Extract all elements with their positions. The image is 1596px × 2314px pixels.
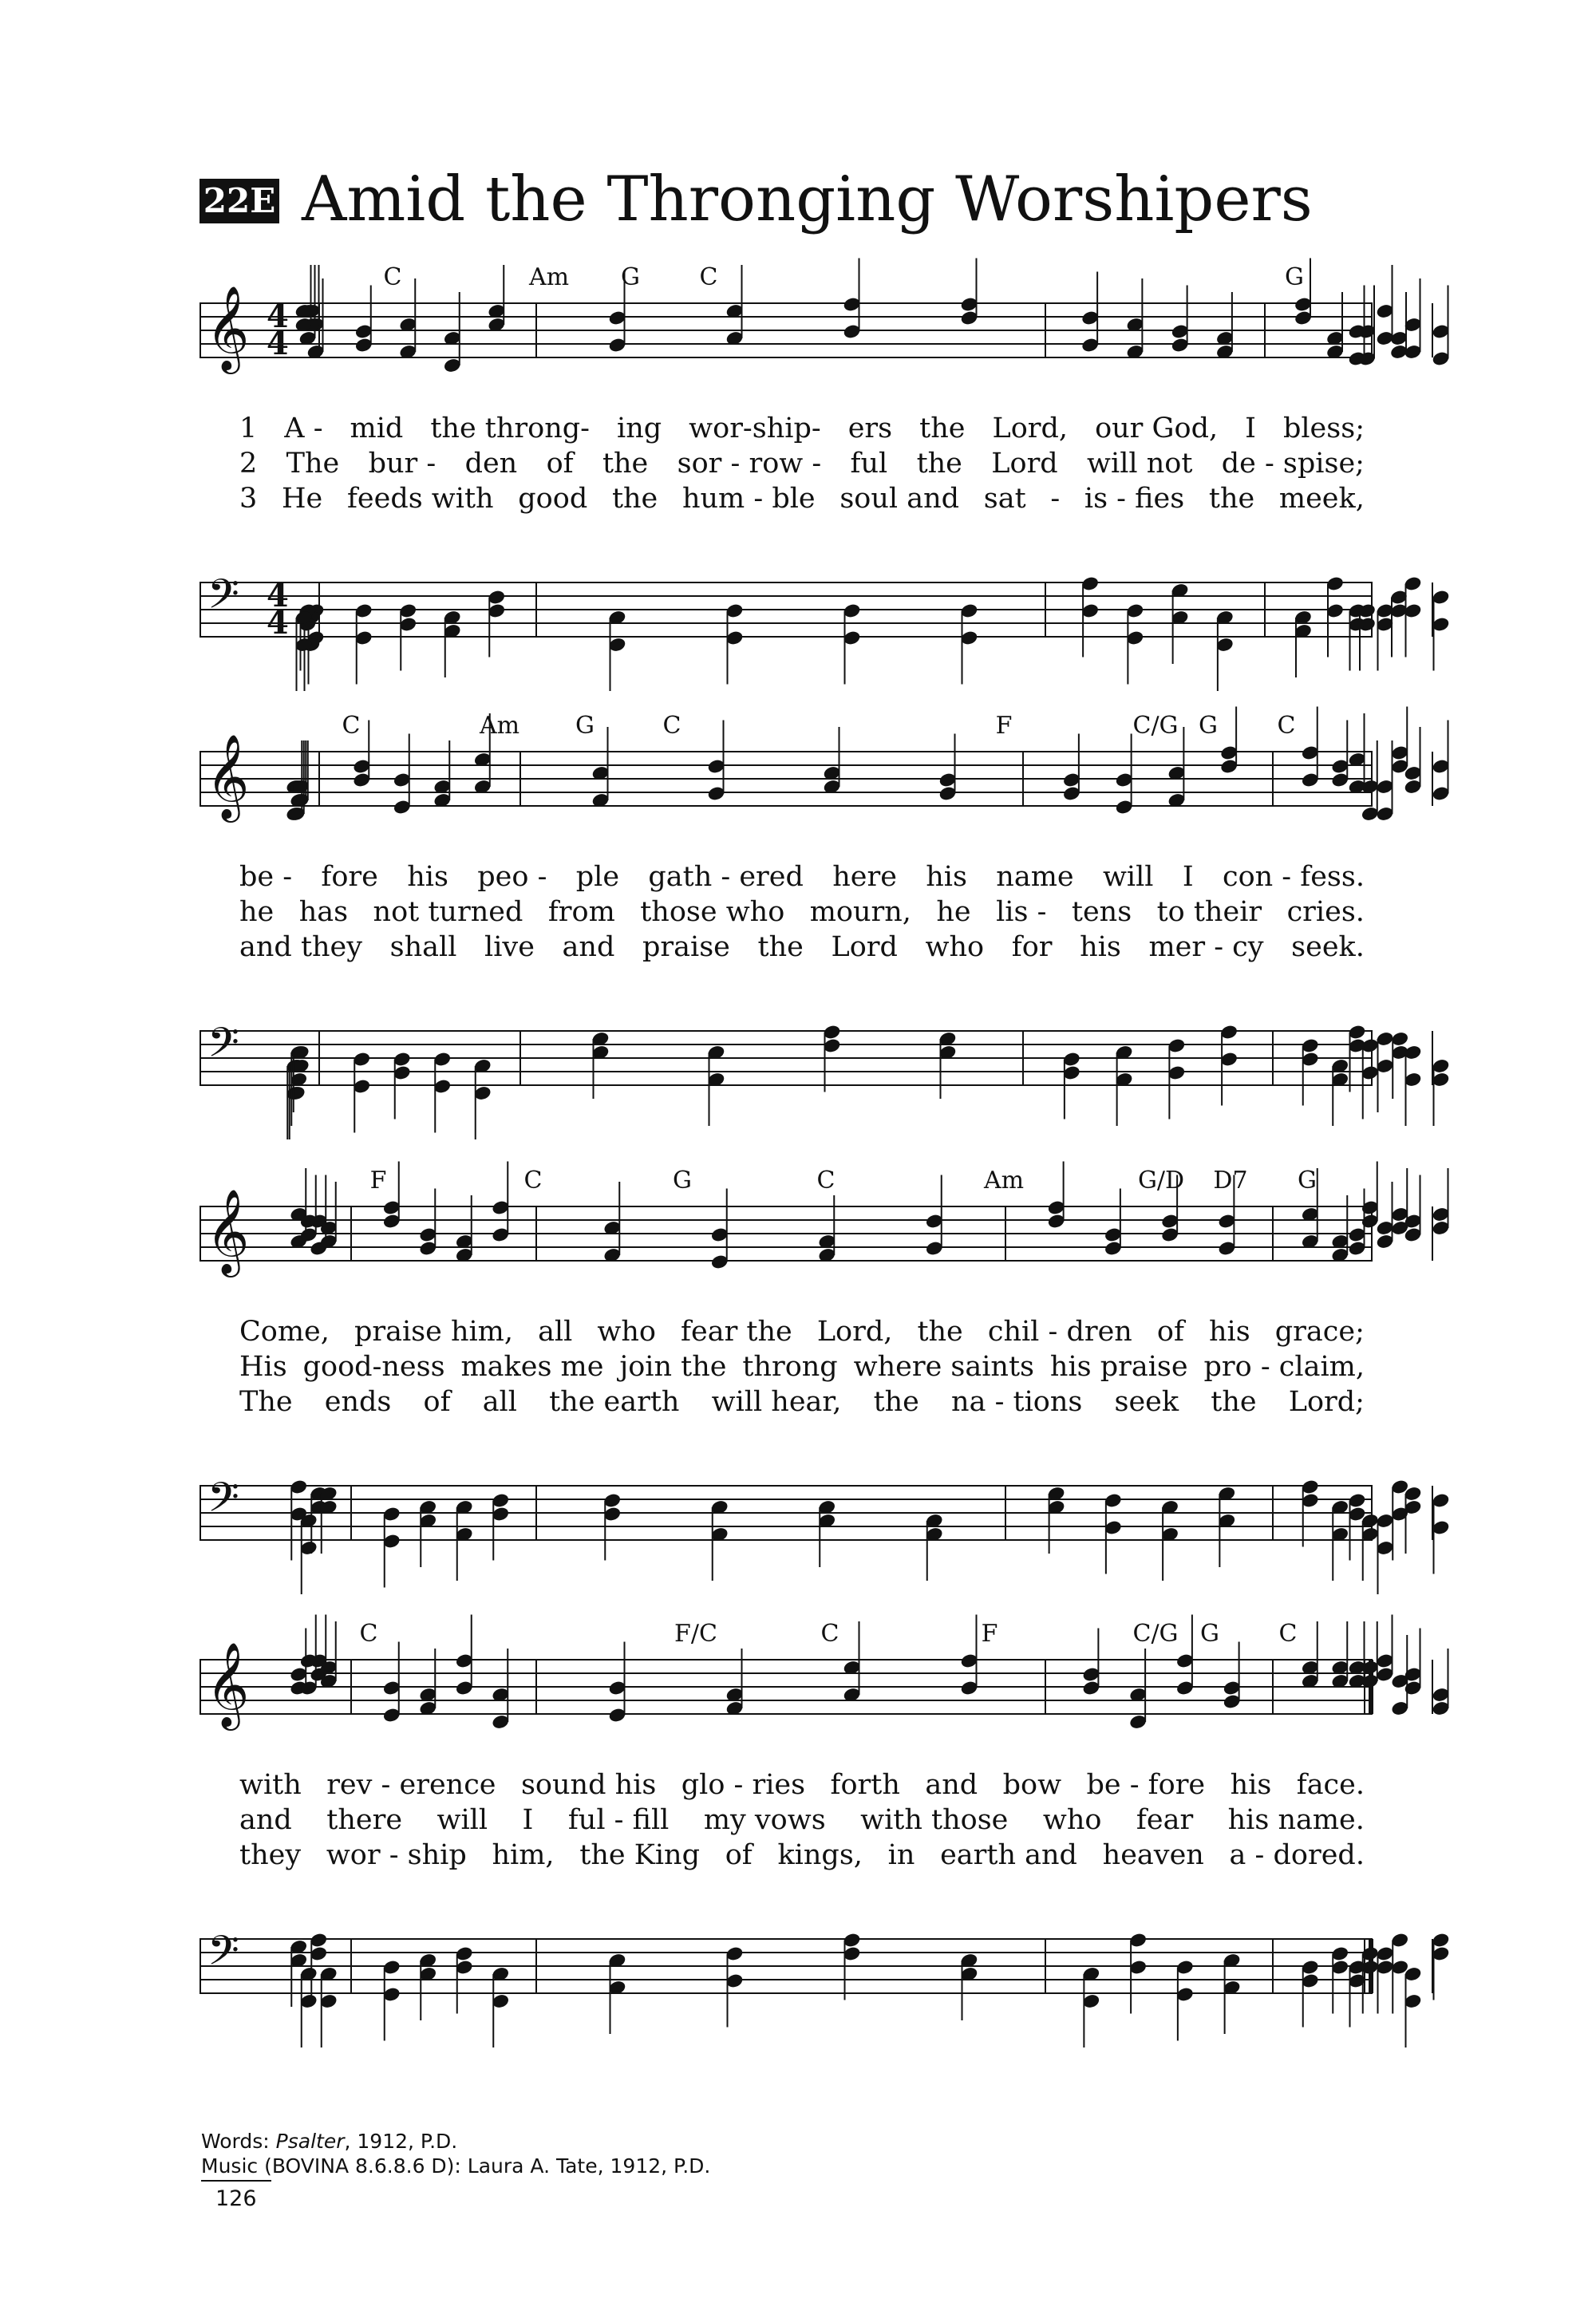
page-number-rule bbox=[201, 2180, 271, 2182]
lyric-syllable: I bbox=[1182, 861, 1194, 893]
lyric-syllable: feeds with bbox=[346, 483, 494, 515]
chord-symbol: C bbox=[1277, 712, 1296, 740]
lyric-syllable: Come, bbox=[239, 1316, 330, 1348]
lyric-syllable: the bbox=[757, 931, 804, 963]
lyric-syllable: Lord; bbox=[1288, 1386, 1365, 1418]
lyric-line-verse-1 bbox=[239, 1767, 1365, 1803]
lyric-syllable: will hear, bbox=[711, 1386, 842, 1418]
chord-symbol: G bbox=[1200, 1620, 1219, 1648]
lyric-syllable: bow bbox=[1002, 1769, 1062, 1801]
lyric-syllable: has bbox=[298, 896, 349, 928]
lyric-syllable: there bbox=[326, 1804, 403, 1836]
bass-clef-icon: 𝄢 bbox=[207, 570, 239, 628]
chord-symbol: G/D bbox=[1137, 1167, 1185, 1195]
lyric-syllable: the bbox=[611, 483, 658, 515]
lyric-syllable: our God, bbox=[1095, 413, 1219, 444]
lyric-syllable: who bbox=[925, 931, 985, 963]
music-credit: Music (BOVINA 8.6.8.6 D): Laura A. Tate, 1912, P.D. bbox=[201, 2154, 711, 2178]
lyric-syllable: The bbox=[286, 448, 340, 480]
lyric-syllable: and they bbox=[239, 931, 363, 963]
lyric-syllable: and bbox=[925, 1769, 978, 1801]
chord-symbol: D7 bbox=[1213, 1167, 1248, 1195]
lyric-syllable: his bbox=[407, 861, 448, 893]
lyric-syllable: sor - row - bbox=[677, 448, 822, 480]
lyric-line-verse-2 bbox=[239, 446, 1365, 481]
lyric-syllable: the bbox=[1211, 1386, 1257, 1418]
lyric-syllable: he bbox=[936, 896, 971, 928]
lyric-syllable: for bbox=[1011, 931, 1053, 963]
chord-symbol: F/C bbox=[674, 1620, 717, 1648]
chord-symbol: C bbox=[359, 1620, 378, 1648]
lyric-syllable: will not bbox=[1087, 448, 1193, 480]
lyric-syllable: - bbox=[1050, 483, 1061, 515]
hymn-number-badge: 22E bbox=[200, 179, 279, 223]
lyric-syllable: na - tions bbox=[951, 1386, 1083, 1418]
chord-symbol: C/G bbox=[1132, 1620, 1179, 1648]
lyric-syllable: Lord, bbox=[816, 1316, 893, 1348]
lyric-syllable: The bbox=[239, 1386, 293, 1418]
lyric-syllable: his praise bbox=[1049, 1351, 1188, 1383]
lyric-syllable: with bbox=[239, 1769, 302, 1801]
lyric-syllable: rev - erence bbox=[326, 1769, 496, 1801]
lyric-syllable: fear the bbox=[681, 1316, 792, 1348]
lyric-line-verse-3 bbox=[239, 481, 1365, 516]
lyric-syllable: will bbox=[1102, 861, 1154, 893]
lyric-line-verse-3 bbox=[239, 930, 1365, 965]
chord-symbol: Am bbox=[528, 263, 570, 291]
lyric-syllable: I bbox=[522, 1804, 534, 1836]
lyric-syllable: the bbox=[917, 1316, 963, 1348]
lyric-syllable: gath - ered bbox=[648, 861, 804, 893]
chord-symbol: G bbox=[1298, 1167, 1317, 1195]
lyric-syllable: live bbox=[484, 931, 535, 963]
lyric-syllable: earth and bbox=[940, 1839, 1077, 1871]
lyric-syllable: con - fess. bbox=[1222, 861, 1365, 893]
lyric-line-verse-3 bbox=[239, 1838, 1365, 1873]
lyric-syllable: tens bbox=[1071, 896, 1132, 928]
lyric-syllable: cries. bbox=[1286, 896, 1365, 928]
lyric-syllable: in bbox=[887, 1839, 915, 1871]
lyric-syllable: who bbox=[597, 1316, 656, 1348]
lyric-syllable: my vows bbox=[703, 1804, 826, 1836]
chord-symbol: G bbox=[575, 712, 595, 740]
bass-clef-icon: 𝄢 bbox=[207, 1926, 239, 1984]
page-number: 126 bbox=[215, 2186, 257, 2211]
lyric-syllable: chil - dren bbox=[987, 1316, 1132, 1348]
lyric-syllable: mer - cy bbox=[1148, 931, 1264, 963]
chord-symbol: C bbox=[820, 1620, 839, 1648]
lyric-line-verse-2 bbox=[239, 1803, 1365, 1838]
lyric-syllable: meek, bbox=[1278, 483, 1365, 515]
lyric-syllable: they bbox=[239, 1839, 302, 1871]
chord-symbol: C bbox=[523, 1167, 543, 1195]
lyric-syllable: from bbox=[547, 896, 615, 928]
lyric-syllable: praise him, bbox=[354, 1316, 513, 1348]
lyric-syllable: all bbox=[482, 1386, 517, 1418]
lyric-syllable: A - bbox=[284, 413, 323, 444]
lyric-syllable: mid bbox=[350, 413, 404, 444]
lyric-line-verse-1 bbox=[239, 1314, 1365, 1349]
lyric-syllable: de - spise; bbox=[1221, 448, 1365, 480]
lyric-syllable: the bbox=[873, 1386, 919, 1418]
lyric-syllable: seek. bbox=[1291, 931, 1365, 963]
time-signature-digit: 4 bbox=[267, 604, 289, 642]
lyric-syllable: face. bbox=[1296, 1769, 1365, 1801]
lyric-syllable: I bbox=[1245, 413, 1256, 444]
lyric-syllable: where saints bbox=[853, 1351, 1034, 1383]
lyric-syllable: fear bbox=[1136, 1804, 1194, 1836]
lyric-syllable: mourn, bbox=[809, 896, 911, 928]
chord-symbol: Am bbox=[983, 1167, 1025, 1195]
lyric-syllable: ing bbox=[617, 413, 662, 444]
chord-symbol: C bbox=[662, 712, 681, 740]
lyric-syllable: fore bbox=[321, 861, 378, 893]
chord-symbol: G bbox=[673, 1167, 692, 1195]
lyric-syllable: good-ness bbox=[302, 1351, 445, 1383]
lyric-syllable: his bbox=[1209, 1316, 1250, 1348]
bass-clef-icon: 𝄢 bbox=[207, 1473, 239, 1531]
chord-symbol: C/G bbox=[1132, 712, 1179, 740]
chord-symbol: C bbox=[699, 263, 718, 291]
lyric-syllable: den bbox=[464, 448, 518, 480]
lyric-syllable: ers bbox=[847, 413, 893, 444]
chord-symbol: G bbox=[1199, 712, 1218, 740]
lyric-syllable: lis - bbox=[996, 896, 1047, 928]
time-signature-digit: 4 bbox=[267, 325, 289, 362]
hymn-title: Amid the Thronging Worshipers bbox=[302, 164, 1313, 235]
lyric-syllable: glo - ries bbox=[681, 1769, 806, 1801]
lyric-syllable: wor - ship bbox=[326, 1839, 467, 1871]
lyric-syllable: seek bbox=[1114, 1386, 1179, 1418]
lyric-syllable: with those bbox=[860, 1804, 1009, 1836]
lyric-syllable: bur - bbox=[368, 448, 437, 480]
lyric-syllable: will bbox=[437, 1804, 488, 1836]
time-signature-digit: 4 bbox=[267, 577, 289, 614]
lyric-syllable: makes me bbox=[460, 1351, 604, 1383]
lyric-syllable: his bbox=[1230, 1769, 1272, 1801]
chord-symbol: Am bbox=[479, 712, 520, 740]
lyric-syllable: 1 bbox=[239, 413, 258, 444]
lyric-syllable: he bbox=[239, 896, 275, 928]
lyric-syllable: of bbox=[423, 1386, 451, 1418]
time-signature-digit: 4 bbox=[267, 298, 289, 335]
lyric-line-verse-2 bbox=[239, 1349, 1365, 1384]
lyric-syllable: the bbox=[602, 448, 649, 480]
lyric-syllable: throng bbox=[742, 1351, 838, 1383]
chord-symbol: C bbox=[383, 263, 402, 291]
lyric-syllable: ple bbox=[575, 861, 620, 893]
bass-clef-icon: 𝄢 bbox=[207, 1018, 239, 1076]
treble-clef-icon: 𝄞 bbox=[206, 1188, 250, 1273]
lyric-syllable: heaven bbox=[1102, 1839, 1204, 1871]
lyric-syllable: his name. bbox=[1227, 1804, 1365, 1836]
lyric-syllable: is - fies bbox=[1084, 483, 1185, 515]
lyric-syllable: the bbox=[916, 448, 962, 480]
lyric-syllable: sat bbox=[983, 483, 1026, 515]
lyric-syllable: a - dored. bbox=[1229, 1839, 1365, 1871]
chord-symbol: G bbox=[621, 263, 640, 291]
chord-symbol: C bbox=[816, 1167, 836, 1195]
lyric-syllable: all bbox=[538, 1316, 573, 1348]
lyric-syllable: name bbox=[996, 861, 1074, 893]
lyric-syllable: He bbox=[281, 483, 323, 515]
chord-symbol: C bbox=[1278, 1620, 1298, 1648]
treble-clef-icon: 𝄞 bbox=[206, 1641, 250, 1727]
lyric-syllable: Lord bbox=[831, 931, 898, 963]
words-credit: Words: Psalter, 1912, P.D. bbox=[201, 2130, 458, 2153]
lyric-syllable: of bbox=[1156, 1316, 1184, 1348]
treble-clef-icon: 𝄞 bbox=[206, 285, 250, 370]
lyric-syllable: ends bbox=[324, 1386, 392, 1418]
lyric-syllable: 3 bbox=[239, 483, 258, 515]
lyric-syllable: his bbox=[1080, 931, 1121, 963]
lyric-syllable: hum - ble bbox=[681, 483, 816, 515]
lyric-line-verse-3 bbox=[239, 1384, 1365, 1420]
lyric-syllable: the bbox=[1208, 483, 1255, 515]
chord-symbol: F bbox=[995, 712, 1013, 740]
lyric-syllable: here bbox=[832, 861, 897, 893]
lyric-syllable: be - fore bbox=[1086, 1769, 1206, 1801]
lyric-syllable: His bbox=[239, 1351, 287, 1383]
lyric-syllable: the King bbox=[579, 1839, 700, 1871]
lyric-syllable: shall bbox=[389, 931, 457, 963]
lyric-syllable: ful - fill bbox=[567, 1804, 670, 1836]
lyric-line-verse-1 bbox=[239, 411, 1365, 446]
lyric-syllable: the throng- bbox=[430, 413, 590, 444]
lyric-syllable: soul and bbox=[839, 483, 960, 515]
chord-symbol: F bbox=[369, 1167, 387, 1195]
lyric-syllable: peo - bbox=[477, 861, 547, 893]
lyric-syllable: to their bbox=[1156, 896, 1262, 928]
lyric-line-verse-1 bbox=[239, 859, 1365, 894]
lyric-syllable: the bbox=[919, 413, 966, 444]
lyric-syllable: pro - claim, bbox=[1203, 1351, 1365, 1383]
lyric-syllable: grace; bbox=[1274, 1316, 1365, 1348]
lyric-syllable: of bbox=[725, 1839, 753, 1871]
lyric-syllable: wor-ship- bbox=[689, 413, 821, 444]
lyric-syllable: be - bbox=[239, 861, 293, 893]
lyric-syllable: ful bbox=[850, 448, 888, 480]
lyric-syllable: his bbox=[926, 861, 967, 893]
lyric-syllable: forth bbox=[830, 1769, 900, 1801]
lyric-syllable: sound his bbox=[520, 1769, 657, 1801]
credits bbox=[201, 2129, 710, 2178]
chord-symbol: G bbox=[1285, 263, 1304, 291]
lyric-syllable: of bbox=[546, 448, 574, 480]
lyric-syllable: kings, bbox=[777, 1839, 863, 1871]
lyric-syllable: those who bbox=[640, 896, 785, 928]
lyric-syllable: and bbox=[239, 1804, 292, 1836]
lyric-syllable: join the bbox=[619, 1351, 727, 1383]
treble-clef-icon: 𝄞 bbox=[206, 733, 250, 819]
chord-symbol: C bbox=[342, 712, 361, 740]
lyric-syllable: 2 bbox=[239, 448, 258, 480]
chord-symbol: F bbox=[981, 1620, 998, 1648]
lyric-syllable: and bbox=[562, 931, 615, 963]
lyric-syllable: praise bbox=[642, 931, 730, 963]
lyric-syllable: the earth bbox=[549, 1386, 680, 1418]
lyric-syllable: not turned bbox=[373, 896, 523, 928]
lyric-syllable: good bbox=[518, 483, 588, 515]
lyric-syllable: who bbox=[1042, 1804, 1102, 1836]
lyric-syllable: him, bbox=[492, 1839, 555, 1871]
lyric-line-verse-2 bbox=[239, 894, 1365, 930]
lyric-syllable: Lord, bbox=[992, 413, 1069, 444]
lyric-syllable: Lord bbox=[991, 448, 1058, 480]
lyric-syllable: bless; bbox=[1282, 413, 1365, 444]
